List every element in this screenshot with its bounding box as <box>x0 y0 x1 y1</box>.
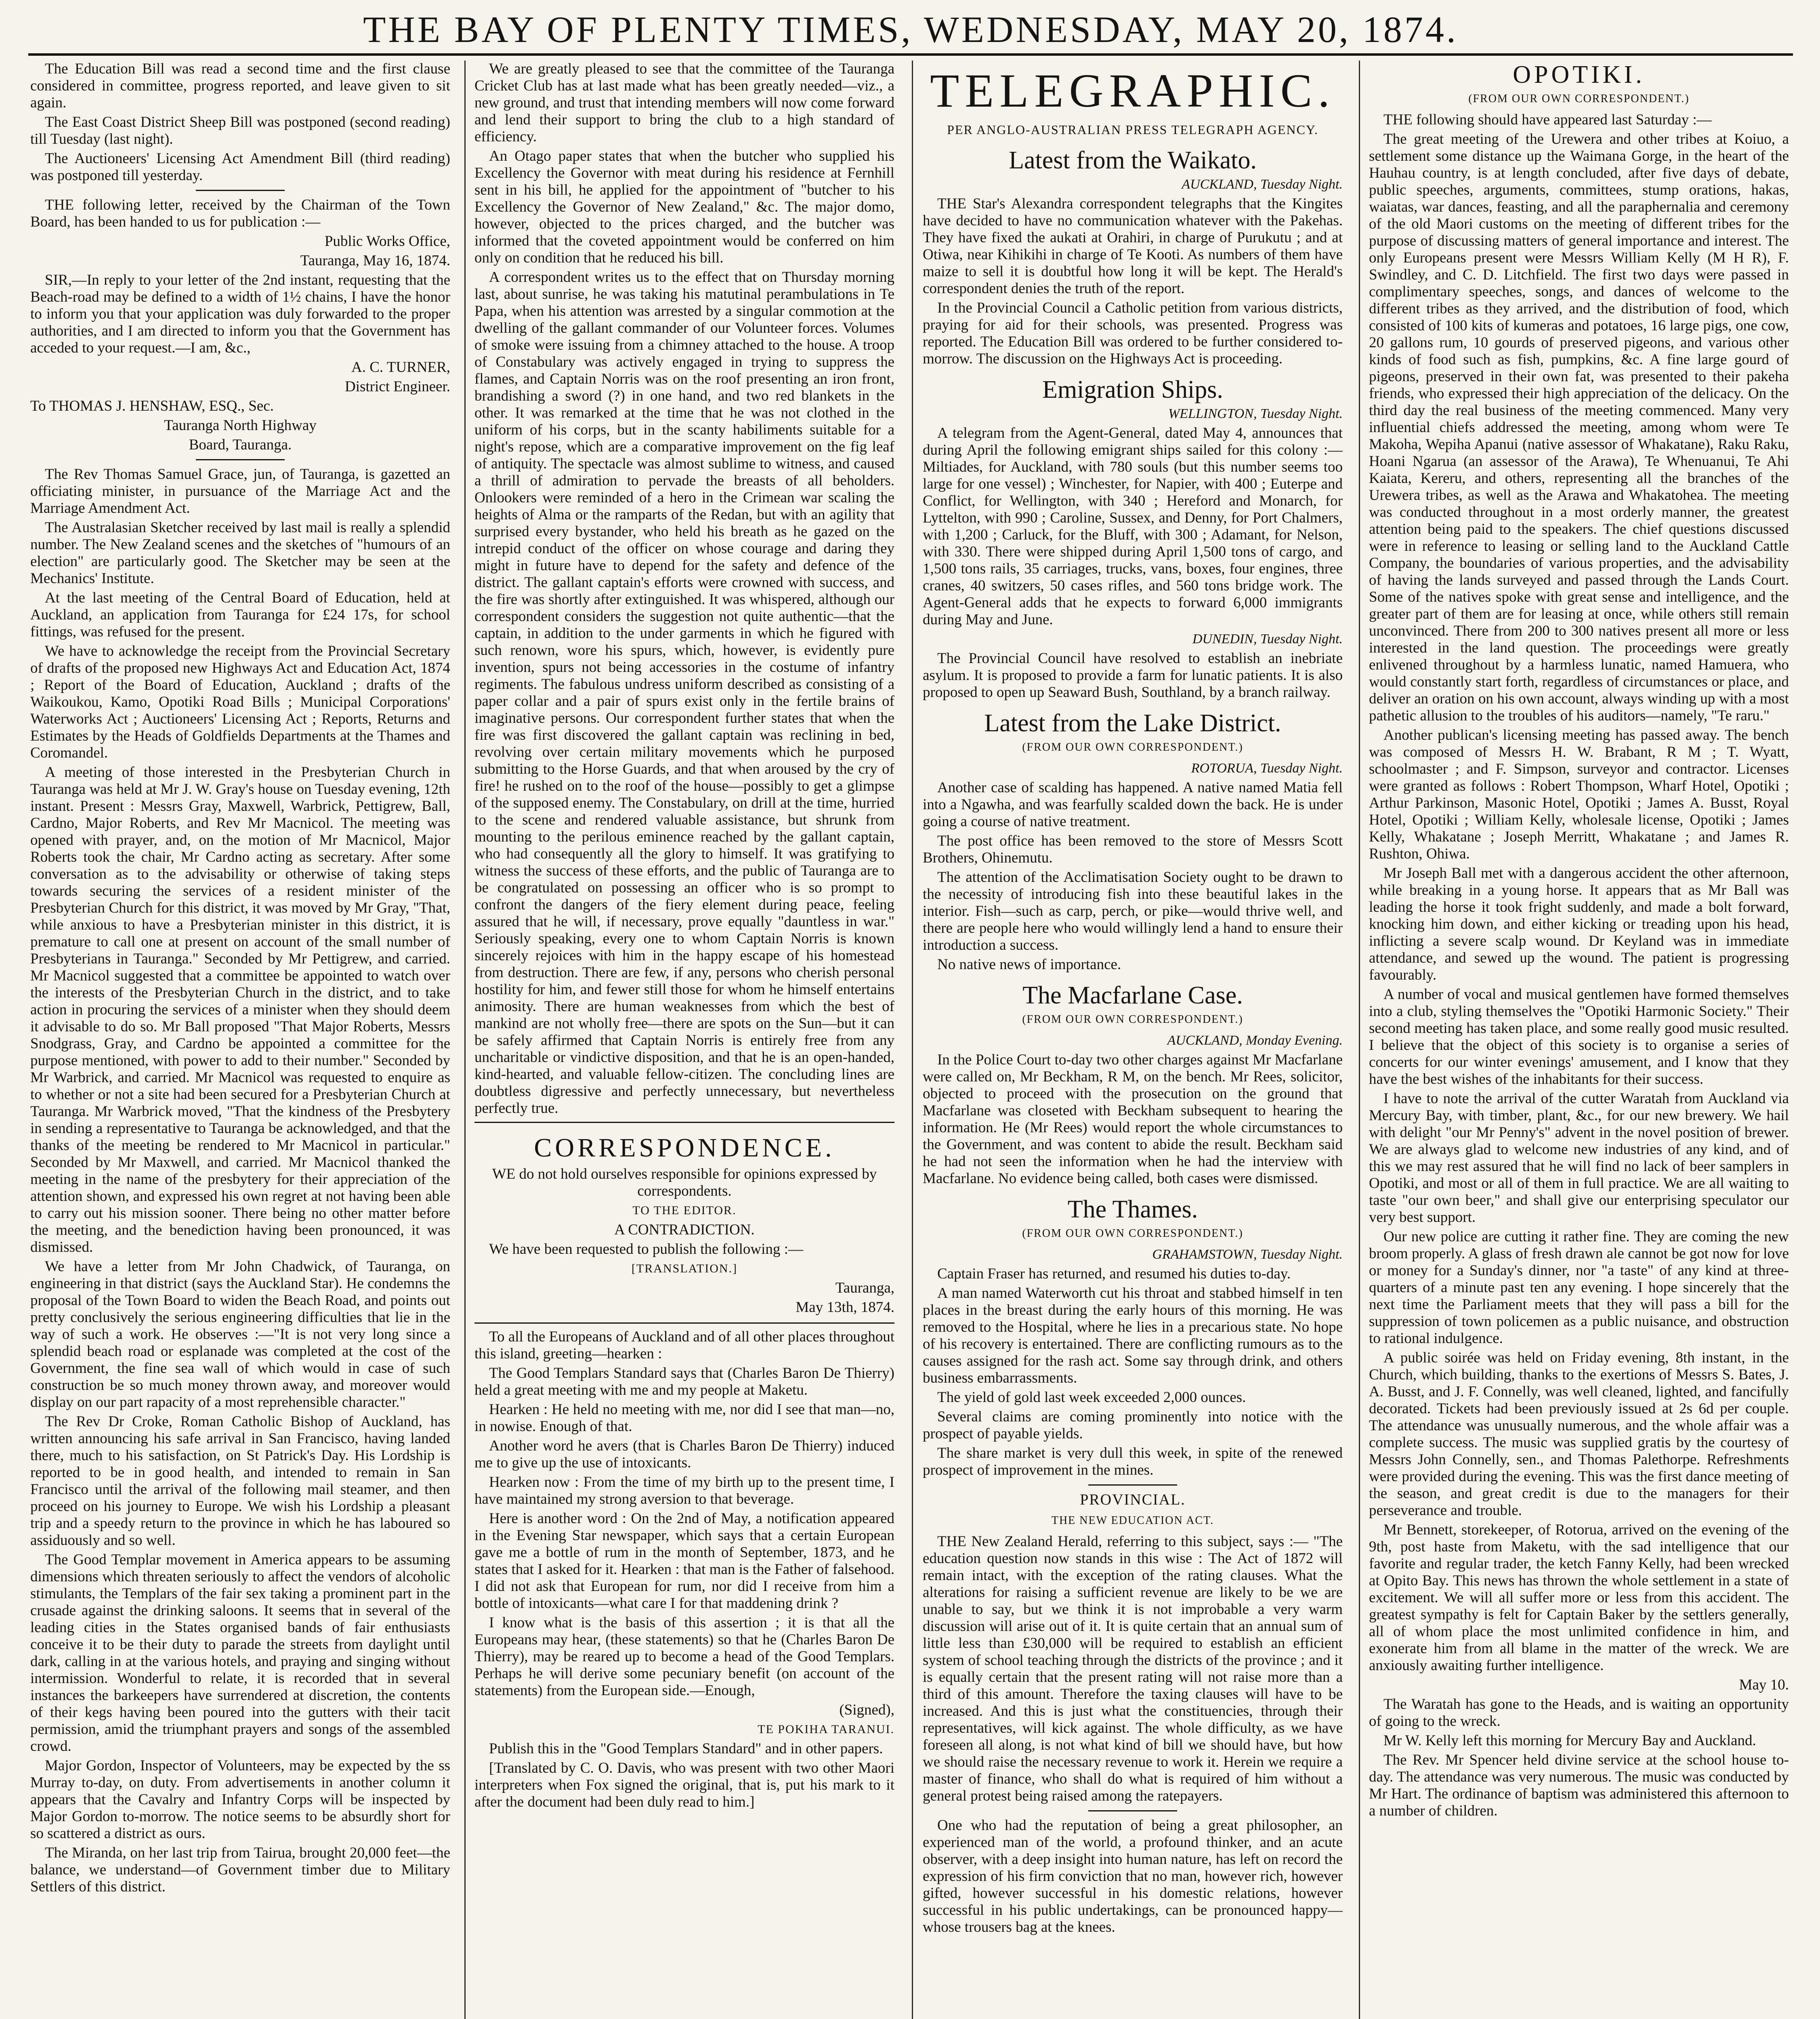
letter-heading: Public Works Office, <box>324 233 450 250</box>
paragraph: Several claims are coming prominently into notice with the prospect of payable yields. <box>923 1408 1343 1442</box>
paragraph: The great meeting of the Urewera and other tribes at Koiuo, a settlement some distance up the Waimana Gorge, in the heart of the Hauhau country, is at length concluded, after five days of debate, public speeches, arguments, committees, stump orations, hakas, waiatas, war dances, feasting, and all the paraphernalia and ceremony of the old Maori customs on the meeting of different tribes for the purpose of discussing matters of general importance and interest. The only Europeans present were Messrs William Kelly (M H R), F. Swindley, and C. D. Litchfield. The first two days were passed in complimentary speeches, songs, and dances of welcome to the different tribes as they arrived, and the distribution of food, which consisted of 100 kits of kumeras and potatoes, 16 large pigs, one cow, 20 gallons rum, 10 gourds of preserved pigeons, and various other kinds of food such as fish, pumpkins, &c. A fine large gourd of pigeons, preserved in their own fat, was presented to their pakeha friends, who expressed their high appreciation of the delicacy. On the third day the real business of the meeting commenced. Many very influential chiefs addressed the meeting, among whom were Te Makoha, Wepiha Apanui (native assessor of Whakatane), Raku Raku, Hoani Ngarua (an assessor of the Arawa), Te Whenuanui, Te Ahi Kaiata, Kereru, and others, representing all the branches of the Urewera tribes, as well as the Arawa and Whakatohea. The meeting was conducted throughout in a most orderly manner, the greatest attention being paid to the speakers. The chief questions discussed were in reference to leasing or selling land to the Auckland Cattle Company, the boundaries of various properties, and the advisability of having the lands surveyed and passed through the Lands Court. Some of the natives spoke with great sense and intelligence, and the greater part of them are for leasing at once, while others still remain unconvinced. There from 200 to 300 natives present all more or less interested in the land question. The proceedings were greatly enlivened throughout by a harmless lunatic, named Hamuera, who would constantly start forth, regardless of circumstances or place, and deliver an oration on his own account, always winding up with a most pathetic allusion to the troubles of his auditors—namely, "Te raru." <box>1369 131 1789 724</box>
paragraph: At the last meeting of the Central Board of Education, held at Auckland, an application from Tauranga for £24 17s, for school fittings, was refused for the present. <box>30 590 450 640</box>
letter-body: SIR,—In reply to your letter of the 2nd instant, requesting that the Beach-road may be defined to a width of 1½ chains, I have the honor to inform you that your application was duly forwarded to the proper authorities, and I am directed to inform you that the Government has acceded to your request.—I am, &c., <box>30 272 450 356</box>
paragraph: The Waratah has gone to the Heads, and is waiting an opportunity of going to the wreck. <box>1369 1696 1789 1729</box>
paragraph: The share market is very dull this week, in spite of the renewed prospect of improvement in the mines. <box>923 1445 1343 1478</box>
column-rule <box>912 61 913 2019</box>
signed-label: (Signed), <box>839 1702 894 1718</box>
paragraph: Here is another word : On the 2nd of May, a notification appeared in the Evening Star newspaper, which says that a certain European gave me a bottle of rum in the month of September, 1873, and he states that I asked for it. Hearken : that man is the Father of falsehood. I did not ask that European for rum, nor did I receive from him a bottle of intoxicants—what care I for that maddening drink ? <box>474 1510 894 1612</box>
addressee-line: Board, Tauranga. <box>189 437 292 453</box>
disclaimer: WE do not hold ourselves responsible for opinions expressed by correspondents. <box>492 1166 877 1199</box>
letter-date: May 13th, 1874. <box>796 1299 894 1316</box>
section-heading: CORRESPONDENCE. <box>534 1133 835 1163</box>
paragraph: I have to note the arrival of the cutter Waratah from Auckland via Mercury Bay, with timber, plant, &c., for our new brewery. We hail with delight "our Mr Penny's" advent in the novel position of brewer. We are always glad to welcome new industries of any kind, and of this we may rest assured that he will find no lack of beer samplers in Opotiki, and most or all of them in full practice. We are all waiting to taste "our own beer," and shall give our enterprising speculator our very best support. <box>1369 1090 1789 1226</box>
paragraph: Mr Joseph Ball met with a dangerous accident the other afternoon, while breaking in a young horse. It appears that as Mr Ball was leading the horse it took fright suddenly, and made a bolt forward, knocking him down, and either kicking or treading upon his head, inflicting a severe scalp wound. Dr Keyland was in immediate attendance, and sewed up the wound. The patient is progressing favourably. <box>1369 865 1789 983</box>
paragraph: In the Provincial Council a Catholic petition from various districts, praying for aid for their schools, was presented. Progress was reported. The Education Bill was ordered to be further considered to-morrow. The discussion on the Highways Act is proceeding. <box>923 300 1343 367</box>
divider <box>196 459 285 460</box>
section-heading: Emigration Ships. <box>1042 376 1223 403</box>
masthead-rule <box>28 53 1793 56</box>
paragraph: I know what is the basis of this assertion ; it is that all the Europeans may hear, (these statements) so that he (Charles Baron De Thierry), may be reared up to become a head of the Good Templars. Perhaps he will derive some pecuniary benefit (on account of the statements) from the European side.—Enough, <box>474 1614 894 1699</box>
byline: (FROM OUR OWN CORRESPONDENT.) <box>1022 741 1243 753</box>
paragraph: Hearken now : From the time of my birth up to the present time, I have maintained my strong aversion to that beverage. <box>474 1474 894 1507</box>
section-heading: OPOTIKI. <box>1513 61 1645 88</box>
byline: (FROM OUR OWN CORRESPONDENT.) <box>1468 92 1690 105</box>
correspondence-box <box>474 1122 894 1324</box>
paragraph: A man named Waterworth cut his throat and stabbed himself in ten places in the breast during the early hours of this morning. He was removed to the Hospital, where he lies in a precarious state. No hope of his recovery is entertained. There are conflicting rumours as to the causes assigned for the rash act. Some say through drink, and others business embarrassments. <box>923 1285 1343 1386</box>
translation-label: [TRANSLATION.] <box>631 1262 738 1275</box>
paragraph: The East Coast District Sheep Bill was postponed (second reading) till Tuesday (last night). <box>30 114 450 147</box>
paragraph: Captain Fraser has returned, and resumed his duties to-day. <box>937 1266 1291 1282</box>
paragraph: Mr W. Kelly left this morning for Mercury Bay and Auckland. <box>1383 1732 1756 1749</box>
paragraph: We have a letter from Mr John Chadwick, of Tauranga, on engineering in that district (says the Auckland Star). He condemns the proposal of the Town Board to widen the Beach Road, and points out pretty conclusively the serious engineering difficulties that lie in the way of such a work. He observes :—"It is not very long since a splendid beach road or esplanade was completed at the cost of the Government, the fine sea wall of which would in case of such construction be so much money thrown away, and moreover would display on our part rapacity of a most reprehensible character." <box>30 1258 450 1410</box>
paragraph: The attention of the Acclimatisation Society ought to be drawn to the necessity of introducing fish into these beautiful lakes in the interior. Fish—such as carp, perch, or pike—would thrive well, and there are people here who would willingly lend a hand to ensure their introduction a success. <box>923 869 1343 953</box>
paragraph: The post office has been removed to the store of Messrs Scott Brothers, Ohinemutu. <box>923 833 1343 866</box>
signature: A. C. TURNER, <box>351 359 450 376</box>
paragraph: The Good Templars Standard says that (Charles Baron De Thierry) held a great meeting with me and my people at Maketu. <box>474 1365 894 1398</box>
column-rule <box>464 61 466 2019</box>
section-heading: Latest from the Waikato. <box>1009 147 1257 174</box>
byline: (FROM OUR OWN CORRESPONDENT.) <box>1022 1013 1243 1026</box>
paragraph: A public soirée was held on Friday evening, 8th instant, in the Church, which building, thanks to the exertions of Messrs S. Bates, J. A. Busst, and J. F. Connelly, was well cleaned, lighted, and fancifully decorated. Tickets had been previously issued at 2s 6d per couple. The attendance was unusually numerous, and the whole affair was a complete success. The music was supplied gratis by the courtesy of Messrs John Connelly, sen., and Thomas Palethorpe. Refreshments were provided during the evening. This was the first dance meeting of the season, and great credit is due to the managers for their perseverance and trouble. <box>1369 1349 1789 1519</box>
paragraph: The Rev Dr Croke, Roman Catholic Bishop of Auckland, has written announcing his safe arrival in San Francisco, having landed there, much to his satisfaction, on St Patrick's Day. His Lordship is reported to be in good health, and intended to remain in San Francisco until the arrival of the following mail steamer, and then proceed on his journey to Europe. We wish his Lordship a pleasant trip and a speedy return to the province in which he has laboured so assiduously and so well. <box>30 1413 450 1549</box>
divider <box>1088 1810 1177 1811</box>
dateline: AUCKLAND, Tuesday Night. <box>1182 177 1343 192</box>
paragraph: Our new police are cutting it rather fine. They are coming the new broom properly. A glass of fresh drawn ale cannot be got now for love or money for a Sunday's dinner, nor "a taste" of any kind at three-quarters of a minute past ten any evening. I hope sincerely that the next time the Parliament meets that they will pass a bill for the suppression of town policemen as a public nuisance, and obstruction to rational indulgence. <box>1369 1228 1789 1347</box>
paragraph: THE New Zealand Herald, referring to this subject, says :— "The education question now stands in this wise : The Act of 1872 will remain intact, with the exception of the rating clauses. What the alterations for raising a sufficient revenue are likely to be we are unable to say, but we think it is not improbable a very warm discussion will arise out of it. It is quite certain that an annual sum of little less than £30,000 will be required to establish an efficient system of school teaching through the districts of the province ; and it is equally certain that the present rating will not raise more than a third of this amount. Therefore the taxing clauses will have to be increased. And this is just what the constituencies, through their representatives, will kick against. The whole difficulty, as we have foreseen all along, is not what kind of bill we should have, but how we should raise the necessary revenue to work it. Herein we require a master of finance, who shall do what is required of him without a general protest being raised among the ratepayers. <box>923 1533 1343 1804</box>
paragraph: The Auctioneers' Licensing Act Amendment Bill (third reading) was postponed till yesterday. <box>30 150 450 184</box>
addressee: To THOMAS J. HENSHAW, ESQ., Sec. <box>30 398 274 414</box>
paragraph: We are greatly pleased to see that the committee of the Tauranga Cricket Club has at last made what has been greatly needed—viz., a new ground, and trust that intending members will now come forward and lend their support to bring the club to a high standard of efficiency. <box>474 61 894 145</box>
paragraph: The Australasian Sketcher received by last mail is really a splendid number. The New Zealand scenes and the sketches of "humours of an election" are particularly good. The Sketcher may be seen at the Mechanics' Institute. <box>30 519 450 587</box>
paragraph: We have to acknowledge the receipt from the Provincial Secretary of drafts of the proposed new Highways Act and Education Act, 1874 ; Report of the Board of Education, Auckland ; drafts of the Waikoukou, Kamo, Opotiki Road Bills ; Municipal Corporations' Waterworks Act ; Auctioneers' Licensing Act ; Reports, Returns and Estimates by the Heads of Goldfields Departments at the Thames and Coromandel. <box>30 643 450 761</box>
dateline: WELLINGTON, Tuesday Night. <box>1168 406 1343 421</box>
paragraph: Major Gordon, Inspector of Volunteers, may be expected by the ss Murray to-day, on duty. From advertisements in another column it appears that the Cavalry and Infantry Corps will be inspected by Major Gordon to-morrow. The notice seems to be absurdly short for so scattered a district as ours. <box>30 1757 450 1842</box>
column-3 <box>923 61 1343 2019</box>
section-heading: PROVINCIAL. <box>1080 1491 1186 1508</box>
dateline: AUCKLAND, Monday Evening. <box>1167 1033 1343 1048</box>
dateline: May 10. <box>1739 1677 1789 1693</box>
paragraph: The yield of gold last week exceeded 2,000 ounces. <box>937 1389 1246 1406</box>
paragraph: Another word he avers (that is Charles Baron De Thierry) induced me to give up the use of intoxicants. <box>474 1438 894 1471</box>
paragraph: The Rev. Mr Spencer held divine service at the school house to-day. The attendance was very numerous. The music was conducted by Mr Hart. The ordinance of baptism was administered this afternoon to a number of children. <box>1369 1752 1789 1819</box>
paragraph: The Good Templar movement in America appears to be assuming dimensions which threaten seriously to affect the vendors of alcoholic stimulants, the Templars of the fair sex taking a prominent part in the crusade against the drinking saloons. It seems that in several of the leading cities in the States organised bands of fair enthusiasts conceive it to be their duty to parade the streets from daylight until dark, calling in at the various hotels, and praying and singing without intermission. Wonderful to relate, it is recorded that in several instances the barkeepers have surrendered at discretion, the contents of their kegs having been poured into the gutters with their tacit permission, amid the triumphant prayers and songs of the assembled crowd. <box>30 1551 450 1755</box>
column-2 <box>474 61 894 2019</box>
paragraph: A telegram from the Agent-General, dated May 4, announces that during April the following emigrant ships sailed for this colony :—Miltiades, for Auckland, with 780 souls (but this number seems too large for one vessel) ; Winchester, for Napier, with 400 ; Euterpe and Conflict, for Wellington, with 340 ; Hereford and Monarch, for Lyttelton, with 990 ; Caroline, Sussex, and Denny, for Port Chalmers, with 1,200 ; Carluck, for the Bluff, with 300 ; Adamant, for Nelson, with 330. There were shipped during April 1,500 tons of cargo, and 1,500 tons rails, 35 carriages, trucks, vans, boxes, four engines, three cranes, 40 switzers, 50 cases rifles, and 560 tons bridge work. The Agent-General adds that he expects to forward 6,000 immigrants during May and June. <box>923 425 1343 628</box>
paragraph: The Provincial Council have resolved to establish an inebriate asylum. It is proposed to provide a farm for lunatic patients. It is also proposed to open up Seaward Bush, Southland, by a branch railway. <box>923 650 1343 701</box>
paragraph: Mr Bennett, storekeeper, of Rotorua, arrived on the evening of the 9th, post haste from Maketu, with the sad intelligence that our favorite and regular trader, the ketch Fanny Kelly, had been wrecked at Opito Bay. This news has thrown the whole settlement in a state of excitement. We will all suffer more or less from this accident. The greatest sympathy is felt for Captain Baker by the settlers generally, all of whom place the most unlimited confidence in him, and exonerate him from all blame in the matter of the wreck. We are anxiously awaiting further intelligence. <box>1369 1522 1789 1674</box>
agency-line: PER ANGLO-AUSTRALIAN PRESS TELEGRAPH AGENCY. <box>947 122 1318 137</box>
section-heading: Latest from the Lake District. <box>984 709 1281 737</box>
column-4 <box>1369 61 1789 2019</box>
paragraph: To all the Europeans of Auckland and of all other places throughout this island, greeting—hearken : <box>474 1329 894 1362</box>
column-rule <box>1359 61 1360 2019</box>
signature-title: District Engineer. <box>345 378 450 395</box>
paragraph: Publish this in the "Good Templars Standard" and in other papers. <box>489 1740 883 1757</box>
masthead: THE BAY OF PLENTY TIMES, WEDNESDAY, MAY 20, 1874. <box>363 9 1458 50</box>
column-1 <box>30 61 450 2019</box>
byline: (FROM OUR OWN CORRESPONDENT.) <box>1022 1227 1243 1240</box>
paragraph: One who had the reputation of being a great philosopher, an experienced man of the world, a profound thinker, and an acute observer, with a deep insight into human nature, has left on record the expression of his firm conviction that no man, however rich, however gifted, however successful in his domestic relations, however successful in his public undertakings, can be pronounced happy—whose trousers bag at the knees. <box>923 1817 1343 1935</box>
paragraph: An Otago paper states that when the butcher who supplied his Excellency the Governor with meat during his residence at Fernhill sent in his bill, he applied for the appointment of "butcher to his Excellency the Governor of New Zealand," &c. The major domo, however, objected to the prices charged, and the butcher was informed that the coveted appointment would be conferred on him only on condition that he reduced his bill. <box>474 148 894 266</box>
paragraph: A number of vocal and musical gentlemen have formed themselves into a club, styling themselves the "Opotiki Harmonic Society." Their second meeting has taken place, and some really good music resulted. I believe that the object of this society is to organise a series of concerts for our winter evenings' amusement, and I know that they have the best wishes of the inhabitants for their success. <box>1369 986 1789 1087</box>
dateline: DUNEDIN, Tuesday Night. <box>1192 632 1343 646</box>
paragraph: The Miranda, on her last trip from Tairua, brought 20,000 feet—the balance, we understand—of Government timber due to Military Settlers of this district. <box>30 1845 450 1895</box>
addressee-line: Tauranga North Highway <box>164 417 317 434</box>
paragraph: Another publican's licensing meeting has passed away. The bench was composed of Messrs H. W. Brabant, R M ; T. Wyatt, schoolmaster ; and F. Simpson, surveyor and contractor. Licenses were granted as follows : Robert Thompson, Wharf Hotel, Opotiki ; Arthur Parkinson, Masonic Hotel, Opotiki ; James A. Busst, Royal Hotel, Opotiki ; William Kelly, wholesale license, Opotiki ; James Kelly, Whakatane ; Joseph Merritt, Whakatane ; and James R. Rushton, Ohiwa. <box>1369 727 1789 862</box>
divider <box>196 190 285 191</box>
paragraph: THE following should have appeared last Saturday :— <box>1383 111 1712 128</box>
telegraphic-headline: TELEGRAPHIC. <box>930 64 1335 117</box>
dateline: ROTORUA, Tuesday Night. <box>1191 761 1343 776</box>
paragraph: A correspondent writes us to the effect that on Thursday morning last, about sunrise, he was taking his matutinal perambulations in Te Papa, when his attention was arrested by a singular commotion at the dwelling of the gallant commander of our Volunteer forces. Volumes of smoke were issuing from a chimney attached to the house. A troop of Constabulary was actively engaged in trying to suppress the flames, and Captain Norris was on the roof presenting an iron front, brandishing a sword (?) in one hand, and two red blankets in the other. It was remarked at the time that he was not clothed in the uniform of his corps, but in the scanty habiliments suitable for a night's repose, which are a comparative improvement on the fig leaf of antiquity. The spectacle was almost sublime to witness, and caused a thrill of admiration to pervade the breasts of all beholders. Onlookers were reminded of a hero in the Crimean war scaling the heights of Alma or the ramparts of the Redan, but with an agility that surprised every bystander, who held his breath as he gazed on the intrepid conduct of the officer on whose courage and daring they might in future have to depend for the safety and defence of the district. The gallant captain's efforts were crowned with success, and the fire was shortly after extinguished. It was whispered, although our correspondent considers the suggestion not quite authentic—that the captain, in addition to the under garments in which he figured with such renown, wore his spurs, which, however, is evidently pure invention, spurs not being accessories in the costume of infantry regiments. The fabulous undress uniform described as consisting of a paper collar and a pair of spurs exist only in the fertile brains of imaginative persons. Our correspondent further states that when the fire was first discovered the gallant captain was reclining in bed, revolving over certain military movements which he purposed submitting to the Horse Guards, and that when aroused by the cry of fire! he rushed on to the roof of the house—possibly to get a glimpse of the supposed enemy. The Constabulary, on drill at the time, hurried to the scene and rendered valuable assistance, but shrunk from mounting to the perilous eminence reached by the gallant captain, who had consequently all the glory to himself. It was gratifying to witness the success of these efforts, and the public of Tauranga are to be congratulated on possessing an officer who is so prompt to confront the dangers of the fiery element during peace, feeling assured that he will, if necessary, prove equally "dauntless in war." Seriously speaking, every one to whom Captain Norris is known sincerely rejoices with him in the happy escape of his homestead from destruction. There are few, if any, persons who cherish personal hostility for him, and fewer still those for whom he himself entertains animosity. There are human weaknesses from which the best of mankind are not wholly free—there are spots on the Sun—but it can be safely affirmed that Captain Norris is entirely free from any uncharitable or vindictive disposition, and that he is an open-handed, kind-hearted, and valuable fellow-citizen. The concluding lines are doubtless digressive and perfectly unnecessary, but nevertheless perfectly true. <box>474 269 894 1117</box>
paragraph: THE following letter, received by the Chairman of the Town Board, has been handed to us for publication :— <box>30 197 450 230</box>
letter-place: Tauranga, <box>835 1280 894 1296</box>
section-heading: The Thames. <box>1067 1196 1198 1223</box>
subheading: THE NEW EDUCATION ACT. <box>1051 1514 1214 1527</box>
dateline: GRAHAMSTOWN, Tuesday Night. <box>1152 1247 1343 1262</box>
letter-date: Tauranga, May 16, 1874. <box>300 252 450 269</box>
paragraph: In the Police Court to-day two other charges against Mr Macfarlane were called on, Mr Beckham, R M, on the bench. Mr Rees, solicitor, objected to proceed with the prosecution on the ground that Macfarlane was closeted with Beckham subsequent to hearing the information. He (Mr Rees) would report the whole circumstances to the Government, and was content to abide the result. Beckham said he had not seen the information when he had the interview with Macfarlane. No evidence being called, both cases were dismissed. <box>923 1051 1343 1187</box>
divider <box>1088 1484 1177 1486</box>
paragraph: Another case of scalding has happened. A native named Matia fell into a Ngawha, and was fearfully scalded down the back. He is under going a course of native treatment. <box>923 779 1343 830</box>
paragraph: No native news of importance. <box>937 956 1121 973</box>
paragraph: The Education Bill was read a second time and the first clause considered in committee, progress reported, and leave given to sit again. <box>30 61 450 111</box>
paragraph: [Translated by C. O. Davis, who was present with two other Maori interpreters when Fox signed the original, that is, put his mark to it after the document had been duly read to him.] <box>474 1760 894 1810</box>
paragraph: A meeting of those interested in the Presbyterian Church in Tauranga was held at Mr J. W. Gray's house on Tuesday evening, 12th instant. Present : Messrs Gray, Maxwell, Warbrick, Pettigrew, Ball, Cardno, Major Roberts, and Rev Mr Macnicol. The meeting was opened with prayer, and, on the motion of Mr Macnicol, Major Roberts took the chair, Mr Cardno acting as secretary. After some conversation as to the advisability or otherwise of taking steps towards securing the services of a resident minister of the Presbyterian Church for this district, it was moved by Mr Gray, "That, while anxious to have a Presbyterian minister in this district, it is premature to call one at present on account of the small number of Presbyterians in Tauranga." Seconded by Mr Pettigrew, and carried. Mr Macnicol suggested that a committee be appointed to watch over the interests of the Presbyterian Church in the district, and to take action in procuring the services of a minister when they should deem it advisable to do so. Mr Ball proposed "That Major Roberts, Messrs Snodgrass, Gray, and Cardno be appointed a committee for the purpose mentioned, with power to add to their number." Seconded by Mr Warbrick, and carried. Mr Macnicol was requested to enquire as to whether or not a site had been secured for a Presbyterian Church at Tauranga. Mr Warbrick moved, "That the kindness of the Presbytery in sending a representative to Tauranga be acknowledged, and that the thanks of the meeting be rendered to Mr Macnicol in particular." Seconded by Mr Maxwell, and carried. Mr Macnicol thanked the meeting in the name of the presbytery for their appreciation of the attention shown, and expressed his own regret at not having been able to carry out his mission sooner. There being no other matter before the meeting, and the benediction having been pronounced, it was dismissed. <box>30 764 450 1255</box>
paragraph: We have been requested to publish the following :— <box>489 1241 803 1257</box>
section-heading: The Macfarlane Case. <box>1022 982 1243 1009</box>
paragraph: Hearken : He held no meeting with me, nor did I see that man—no, in nowise. Enough of that. <box>474 1401 894 1435</box>
signer-name: TE POKIHA TARANUI. <box>758 1723 894 1736</box>
paragraph: THE Star's Alexandra correspondent telegraphs that the Kingites have decided to have no communication whatever with the Pakehas. They have fixed the aukati at Orahiri, in charge of Purukutu ; and at Otiwa, near Kihikihi in charge of Te Kooti. As numbers of them have maize to sell it is doubtful how long it will be kept. The Herald's correspondent denies the truth of the report. <box>923 195 1343 297</box>
letter-title: A CONTRADICTION. <box>614 1221 755 1238</box>
to-editor: TO THE EDITOR. <box>632 1204 737 1217</box>
paragraph: The Rev Thomas Samuel Grace, jun, of Tauranga, is gazetted an officiating minister, in pursuance of the Marriage Act and the Marriage Amendment Act. <box>30 466 450 516</box>
